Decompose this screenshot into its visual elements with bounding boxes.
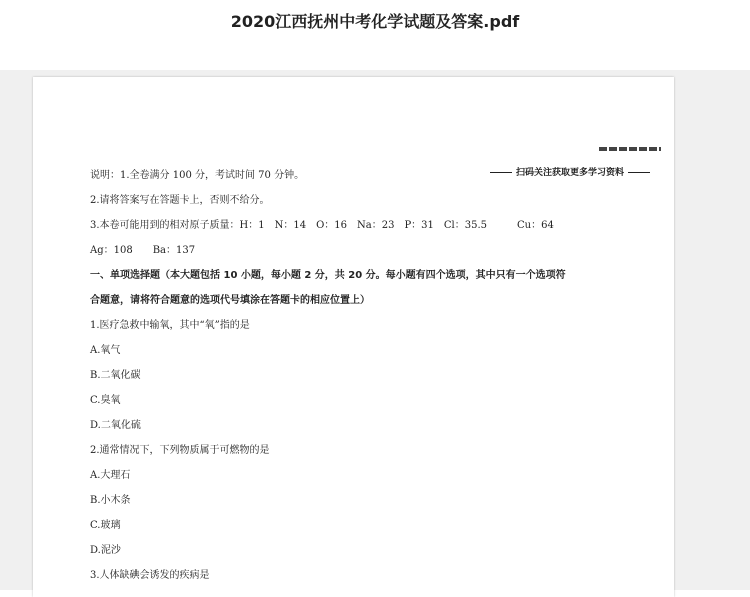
question-2: 2.通常情况下，下列物质属于可燃物的是 (90, 445, 270, 456)
section-heading-2: 合题意，请将符合题意的选项代号填涂在答题卡的相应位置上） (90, 295, 370, 306)
pdf-page (33, 77, 674, 597)
document-title-bar (0, 0, 750, 70)
promo-banner (486, 165, 654, 178)
instructions-line-2: 2.请将答案写在答题卡上，否则不给分。 (90, 195, 270, 206)
q2-option-c: C.玻璃 (90, 520, 121, 531)
instructions-line-1: 说明：1.全卷满分 100 分，考试时间 70 分钟。 (90, 170, 305, 181)
promo-dash-left (490, 172, 512, 173)
question-3: 3.人体缺碘会诱发的疾病是 (90, 570, 210, 581)
header-mark (599, 147, 661, 151)
q1-option-d: D.二氧化硫 (90, 420, 141, 431)
q2-option-a: A.大理石 (90, 470, 131, 481)
question-1: 1.医疗急救中输氧，其中“氧”指的是 (90, 320, 250, 331)
q1-option-c: C.臭氧 (90, 395, 121, 406)
instructions-line-3: 3.本卷可能用到的相对原子质量：H：1 N：14 O：16 Na：23 P：31 Cl：35.5 Cu：64 (90, 220, 554, 231)
instructions-line-4: Ag：108 Ba：137 (90, 245, 196, 256)
q1-option-b: B.二氧化碳 (90, 370, 141, 381)
document-title: 2020江西抚州中考化学试题及答案.pdf (230, 12, 520, 31)
promo-text: 扫码关注获取更多学习资料 (515, 168, 624, 178)
section-heading-1: 一、单项选择题（本大题包括 10 小题，每小题 2 分，共 20 分。每小题有四个选项，其中只有一个选项符 (90, 270, 566, 281)
q2-option-b: B.小木条 (90, 495, 131, 506)
promo-dash-right (628, 172, 650, 173)
q1-option-a: A.氧气 (90, 345, 121, 356)
q2-option-d: D.泥沙 (90, 545, 121, 556)
